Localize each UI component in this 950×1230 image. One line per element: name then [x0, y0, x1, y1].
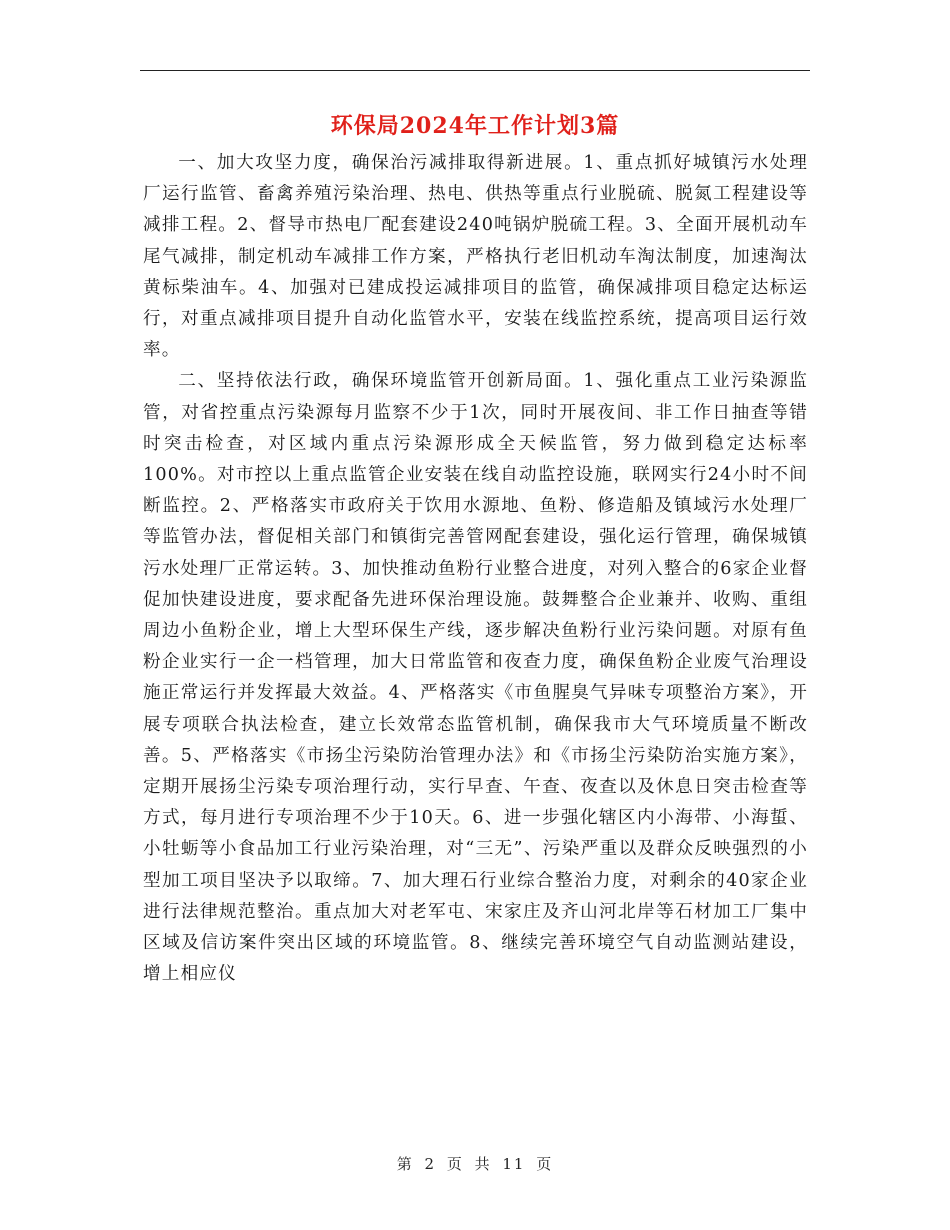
page-number-footer: 第 2 页 共 11 页 [396, 1155, 554, 1173]
document-body [143, 148, 808, 990]
document-title: 环保局2024年工作计划3篇 [330, 113, 620, 139]
paragraph-2: 二、坚持依法行政，确保环境监管开创新局面。1、强化重点工业污染源监管，对省控重点污染源每月监察不少于1次，同时开展夜间、非工作日抽查等错时突击检查，对区域内重点污染源形成全天候监管，努力做到稳定达标率100%。对市控以上重点监管企业安装在线自动监控设施，联网实行24小时不间断监控。2、严格落实市政府关于饮用水源地、鱼粉、修造船及镇域污水处理厂等监管办法，督促相关部门和镇街完善管网配套建设，强化运行管理，确保城镇污水处理厂正常运转。3、加快推动鱼粉行业整合进度，对列入整合的6家企业督促加快建设进度，要求配备先进环保治理设施。鼓舞整合企业兼并、收购、重组周边小鱼粉企业，增上大型环保生产线，逐步解决鱼粉行业污染问题。对原有鱼粉企业实行一企一档管理，加大日常监管和夜查力度，确保鱼粉企业废气治理设施正常运行并发挥最大效益。4、严格落实《市鱼腥臭气异味专项整治方案》，开展专项联合执法检查，建立长效常态监管机制，确保我市大气环境质量不断改善。5、严格落实《市扬尘污染防治管理办法》和《市扬尘污染防治实施方案》，定期开展扬尘污染专项治理行动，实行早查、午查、夜查以及休息日突击检查等方式，每月进行专项治理不少于10天。6、进一步强化辖区内小海带、小海蜇、小牡蛎等小食品加工行业污染治理，对“三无”、污染严重以及群众反映强烈的小型加工项目坚决予以取缔。7、加大理石行业综合整治力度，对剩余的40家企业进行法律规范整治。重点加大对老军屯、宋家庄及齐山河北岸等石材加工厂集中区域及信访案件突出区域的环境监管。8、继续完善环境空气自动监测站建设，增上相应仪 [143, 371, 808, 985]
header-rule [140, 70, 810, 71]
paragraph-1: 一、加大攻坚力度，确保治污减排取得新进展。1、重点抓好城镇污水处理厂运行监管、畜禽养殖污染治理、热电、供热等重点行业脱硫、脱氮工程建设等减排工程。2、督导市热电厂配套建设240吨锅炉脱硫工程。3、全面开展机动车尾气减排，制定机动车减排工作方案，严格执行老旧机动车淘汰制度，加速淘汰黄标柴油车。4、加强对已建成投运减排项目的监管，确保减排项目稳定达标运行，对重点减排项目提升自动化监管水平，安装在线监控系统，提高项目运行效率。 [143, 153, 808, 361]
